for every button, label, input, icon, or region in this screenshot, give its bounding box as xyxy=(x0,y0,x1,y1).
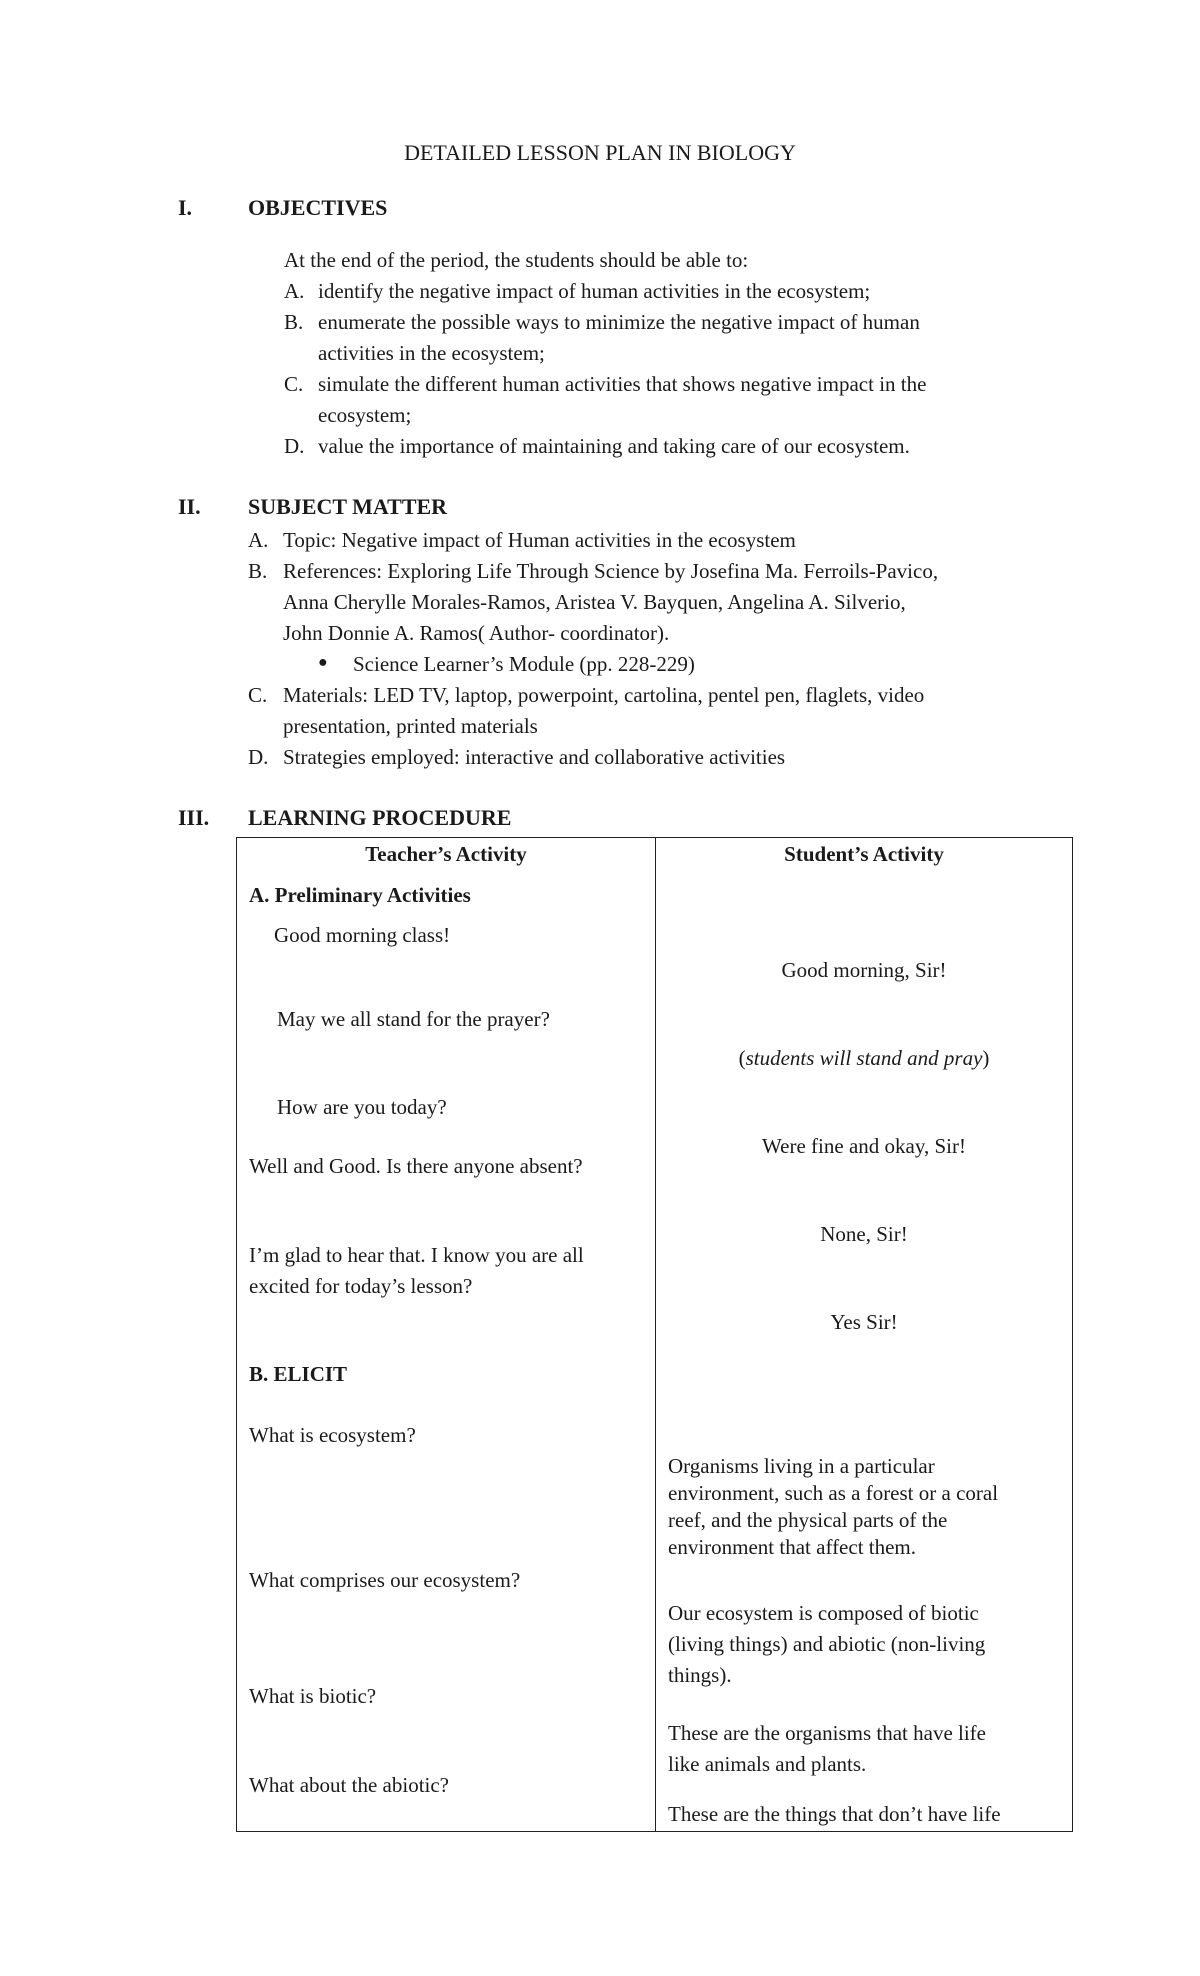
objective-a-letter: A. xyxy=(284,279,305,303)
procedure-table xyxy=(236,837,1073,1832)
subject-c-text-2: presentation, printed materials xyxy=(283,714,538,738)
objective-c-text-2: ecosystem; xyxy=(318,403,412,427)
teacher-greeting: Good morning class! xyxy=(274,923,451,947)
objective-b-letter: B. xyxy=(284,310,304,334)
answer-line: These are the organisms that have life xyxy=(668,1721,986,1745)
teacher-q-abiotic: What about the abiotic? xyxy=(249,1773,450,1797)
answer-line: Our ecosystem is composed of biotic xyxy=(668,1601,979,1625)
teacher-q-ecosystem: What is ecosystem? xyxy=(249,1423,416,1447)
student-answer-ecosystem xyxy=(668,1453,998,1561)
answer-line: Organisms living in a particular xyxy=(668,1454,935,1478)
subject-matter-numeral: II. xyxy=(178,494,201,519)
subject-b-text-2: Anna Cherylle Morales-Ramos, Aristea V. Bayquen, Angelina A. Silverio, xyxy=(283,590,906,614)
elicit-heading: B. ELICIT xyxy=(249,1362,348,1386)
objectives-heading: OBJECTIVES xyxy=(248,195,388,220)
subject-matter-heading: SUBJECT MATTER xyxy=(248,494,448,519)
objective-d-letter: D. xyxy=(284,434,305,458)
objective-c-letter: C. xyxy=(284,372,304,396)
subject-a-text: Topic: Negative impact of Human activities in the ecosystem xyxy=(283,528,796,552)
teacher-activity-header: Teacher’s Activity xyxy=(365,842,527,866)
preliminary-heading: A. Preliminary Activities xyxy=(249,883,471,907)
answer-line: reef, and the physical parts of the xyxy=(668,1508,948,1532)
teacher-q-comprises: What comprises our ecosystem? xyxy=(249,1568,521,1592)
subject-b-letter: B. xyxy=(248,559,268,583)
student-greeting: Good morning, Sir! xyxy=(781,958,947,982)
objective-b-text-2: activities in the ecosystem; xyxy=(318,341,545,365)
answer-line: things). xyxy=(668,1663,732,1687)
student-answer-abiotic: These are the things that don’t have life xyxy=(668,1802,1001,1826)
subject-b-text-1: References: Exploring Life Through Science by Josefina Ma. Ferroils-Pavico, xyxy=(283,559,939,583)
teacher-prayer: May we all stand for the prayer? xyxy=(277,1007,550,1031)
student-answer-comprises xyxy=(668,1598,985,1691)
subject-c-letter: C. xyxy=(248,683,268,707)
bullet-icon: ● xyxy=(318,654,328,671)
answer-line: (living things) and abiotic (non-living xyxy=(668,1632,986,1656)
subject-d-letter: D. xyxy=(248,745,269,769)
teacher-glad-2: excited for today’s lesson? xyxy=(249,1274,473,1298)
answer-line: environment, such as a forest or a coral xyxy=(668,1481,999,1505)
student-none: None, Sir! xyxy=(820,1222,908,1246)
procedure-numeral: III. xyxy=(178,805,210,830)
teacher-absent: Well and Good. Is there anyone absent? xyxy=(249,1154,583,1178)
student-activity-header: Student’s Activity xyxy=(784,842,944,866)
subject-a-letter: A. xyxy=(248,528,269,552)
answer-line: like animals and plants. xyxy=(668,1752,867,1776)
procedure-heading: LEARNING PROCEDURE xyxy=(248,805,512,830)
subject-d-text: Strategies employed: interactive and collaborative activities xyxy=(283,745,786,769)
document-title: DETAILED LESSON PLAN IN BIOLOGY xyxy=(404,140,796,165)
student-prayer: (students will stand and pray) xyxy=(738,1046,990,1070)
objective-d-text: value the importance of maintaining and taking care of our ecosystem. xyxy=(318,434,910,458)
objective-c-text-1: simulate the different human activities that shows negative impact in the xyxy=(318,372,927,396)
student-yes: Yes Sir! xyxy=(830,1310,898,1334)
teacher-how-are-you: How are you today? xyxy=(277,1095,447,1119)
objectives-intro: At the end of the period, the students should be able to: xyxy=(284,248,749,272)
subject-bullet-text: Science Learner’s Module (pp. 228-229) xyxy=(353,652,695,676)
objective-b-text-1: enumerate the possible ways to minimize the negative impact of human xyxy=(318,310,920,334)
subject-b-text-3: John Donnie A. Ramos( Author- coordinator). xyxy=(283,621,670,645)
subject-c-text-1: Materials: LED TV, laptop, powerpoint, cartolina, pentel pen, flaglets, video xyxy=(283,683,925,707)
teacher-q-biotic: What is biotic? xyxy=(249,1684,377,1708)
answer-line: environment that affect them. xyxy=(668,1535,917,1559)
objectives-numeral: I. xyxy=(178,195,193,220)
teacher-glad-1: I’m glad to hear that. I know you are all xyxy=(249,1243,584,1267)
student-answer-biotic xyxy=(668,1718,986,1780)
objective-a-text: identify the negative impact of human activities in the ecosystem; xyxy=(318,279,871,303)
student-fine: Were fine and okay, Sir! xyxy=(762,1134,966,1158)
